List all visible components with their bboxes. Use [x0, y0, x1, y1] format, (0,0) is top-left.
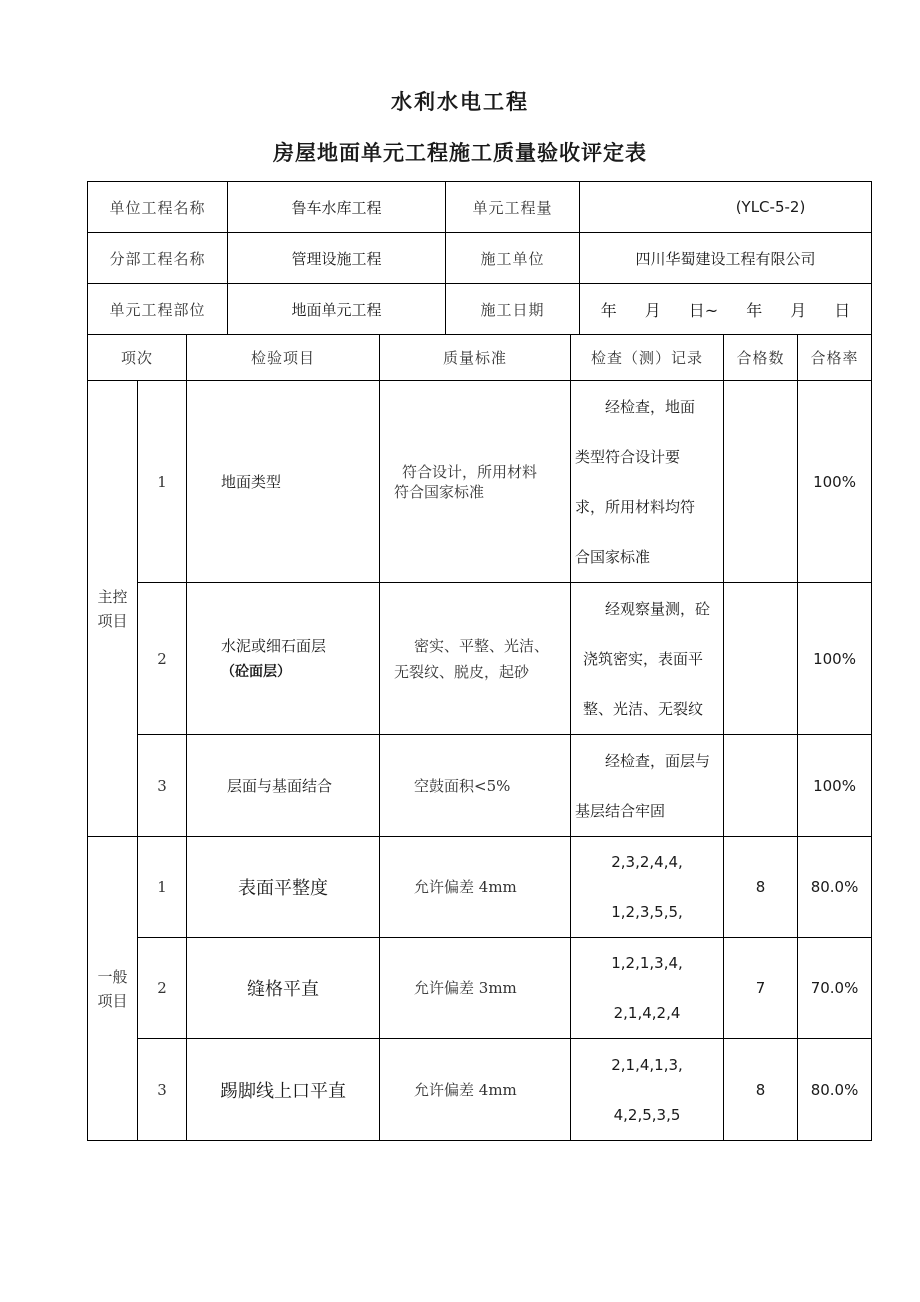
quality-standard	[380, 583, 571, 735]
check-record	[571, 381, 724, 583]
standard-line: 符合国家标准	[394, 482, 485, 501]
check-record	[571, 735, 724, 837]
col-pass-count: 合格数	[724, 335, 798, 381]
record-line: 1,2,1,3,4,	[611, 954, 683, 972]
item-number: 1	[138, 837, 187, 938]
inspection-item: 层面与基面结合	[187, 735, 380, 837]
category-main-control-line2: 项目	[97, 611, 128, 630]
category-general	[88, 837, 138, 1141]
header-row-unit-location	[88, 284, 872, 335]
quality-standard: 允许偏差 3mm	[380, 938, 571, 1039]
record-line: 浇筑密实，表面平	[583, 649, 704, 668]
inspection-item: 表面平整度	[187, 837, 380, 938]
pass-rate: 100%	[798, 381, 872, 583]
quality-standard: 空鼓面积<5%	[380, 735, 571, 837]
inspection-item-sub: （砼面层）	[221, 663, 292, 680]
inspection-item: 缝格平直	[187, 938, 380, 1039]
record-line: 基层结合牢固	[575, 801, 666, 820]
item-number: 2	[138, 938, 187, 1039]
pass-count: 8	[724, 837, 798, 938]
col-item-no: 项次	[88, 335, 187, 381]
item-number: 3	[138, 735, 187, 837]
date-year2: 年	[746, 300, 763, 320]
col-record: 检查（测）记录	[571, 335, 724, 381]
category-general-line1: 一般	[97, 967, 128, 986]
record-line: 经检查，面层与	[605, 751, 711, 770]
inspection-item: 地面类型	[187, 381, 380, 583]
record-line: 整、光洁、无裂纹	[583, 699, 704, 718]
date-year: 年	[600, 300, 617, 320]
label-construction-unit: 施工单位	[446, 233, 580, 284]
inspection-item-line: 水泥或细石面层	[221, 636, 327, 655]
value-sub-project-name: 管理设施工程	[228, 233, 446, 284]
document-title-line2: 房屋地面单元工程施工质量验收评定表	[273, 141, 647, 165]
header-row-sub-project	[88, 233, 872, 284]
quality-standard: 允许偏差 4mm	[380, 837, 571, 938]
table-row	[88, 938, 872, 1039]
record-line: 4,2,5,3,5	[613, 1105, 681, 1124]
label-unit-quantity: 单元工程量	[446, 182, 580, 233]
category-main-control	[88, 381, 138, 837]
date-day-sep: 日~	[688, 300, 719, 320]
item-number: 1	[138, 381, 187, 583]
pass-count: 7	[724, 938, 798, 1039]
value-unit-location: 地面单元工程	[228, 284, 446, 335]
record-line: 类型符合设计要	[575, 447, 681, 466]
column-header-row	[88, 335, 872, 381]
inspection-item	[187, 583, 380, 735]
value-unit-quantity: (YLC-5-2)	[580, 182, 872, 233]
value-unit-project-name: 鲁车水库工程	[228, 182, 446, 233]
label-construction-date: 施工日期	[446, 284, 580, 335]
col-quality-standard: 质量标准	[380, 335, 571, 381]
col-pass-rate: 合格率	[798, 335, 872, 381]
pass-rate: 80.0%	[798, 837, 872, 938]
value-construction-date	[580, 284, 872, 335]
check-record	[571, 938, 724, 1039]
label-sub-project-name: 分部工程名称	[88, 233, 228, 284]
record-line: 合国家标准	[575, 547, 651, 566]
header-row-unit-project	[88, 182, 872, 233]
category-main-control-line1: 主控	[97, 587, 128, 606]
standard-line: 无裂纹、脱皮，起砂	[394, 662, 530, 681]
item-number: 3	[138, 1039, 187, 1141]
check-record	[571, 1039, 724, 1141]
value-construction-unit: 四川华蜀建设工程有限公司	[580, 233, 872, 284]
standard-line: 密实、平整、光洁、	[414, 636, 550, 655]
table-row	[88, 837, 872, 938]
item-number: 2	[138, 583, 187, 735]
table-row	[88, 735, 872, 837]
record-line: 经观察量测，砼	[605, 599, 711, 618]
col-inspection-item: 检验项目	[187, 335, 380, 381]
pass-count	[724, 735, 798, 837]
label-unit-project-name: 单位工程名称	[88, 182, 228, 233]
record-line: 求，所用材料均符	[575, 497, 696, 516]
document-title-line1: 水利水电工程	[391, 90, 529, 114]
pass-count: 8	[724, 1039, 798, 1141]
inspection-table	[87, 334, 872, 1141]
pass-rate: 100%	[798, 735, 872, 837]
category-general-line2: 项目	[97, 991, 128, 1010]
table-row	[88, 381, 872, 583]
table-row	[88, 583, 872, 735]
pass-rate: 80.0%	[798, 1039, 872, 1141]
pass-rate: 100%	[798, 583, 872, 735]
record-line: 2,1,4,1,3,	[611, 1055, 683, 1074]
inspection-item: 踢脚线上口平直	[187, 1039, 380, 1141]
check-record	[571, 583, 724, 735]
record-line: 经检查，地面	[605, 397, 696, 416]
date-month: 月	[644, 300, 661, 320]
record-line: 2,3,2,4,4,	[611, 853, 683, 871]
quality-standard: 允许偏差 4mm	[380, 1039, 571, 1141]
header-info-table	[87, 181, 872, 335]
standard-line: 符合设计，所用材料	[402, 462, 538, 481]
table-row	[88, 1039, 872, 1141]
pass-rate: 70.0%	[798, 938, 872, 1039]
pass-count	[724, 583, 798, 735]
check-record	[571, 837, 724, 938]
record-line: 2,1,4,2,4	[613, 1004, 681, 1022]
pass-count	[724, 381, 798, 583]
date-day2: 日	[834, 300, 851, 320]
quality-standard	[380, 381, 571, 583]
record-line: 1,2,3,5,5,	[611, 903, 683, 921]
date-month2: 月	[790, 300, 807, 320]
label-unit-location: 单元工程部位	[88, 284, 228, 335]
